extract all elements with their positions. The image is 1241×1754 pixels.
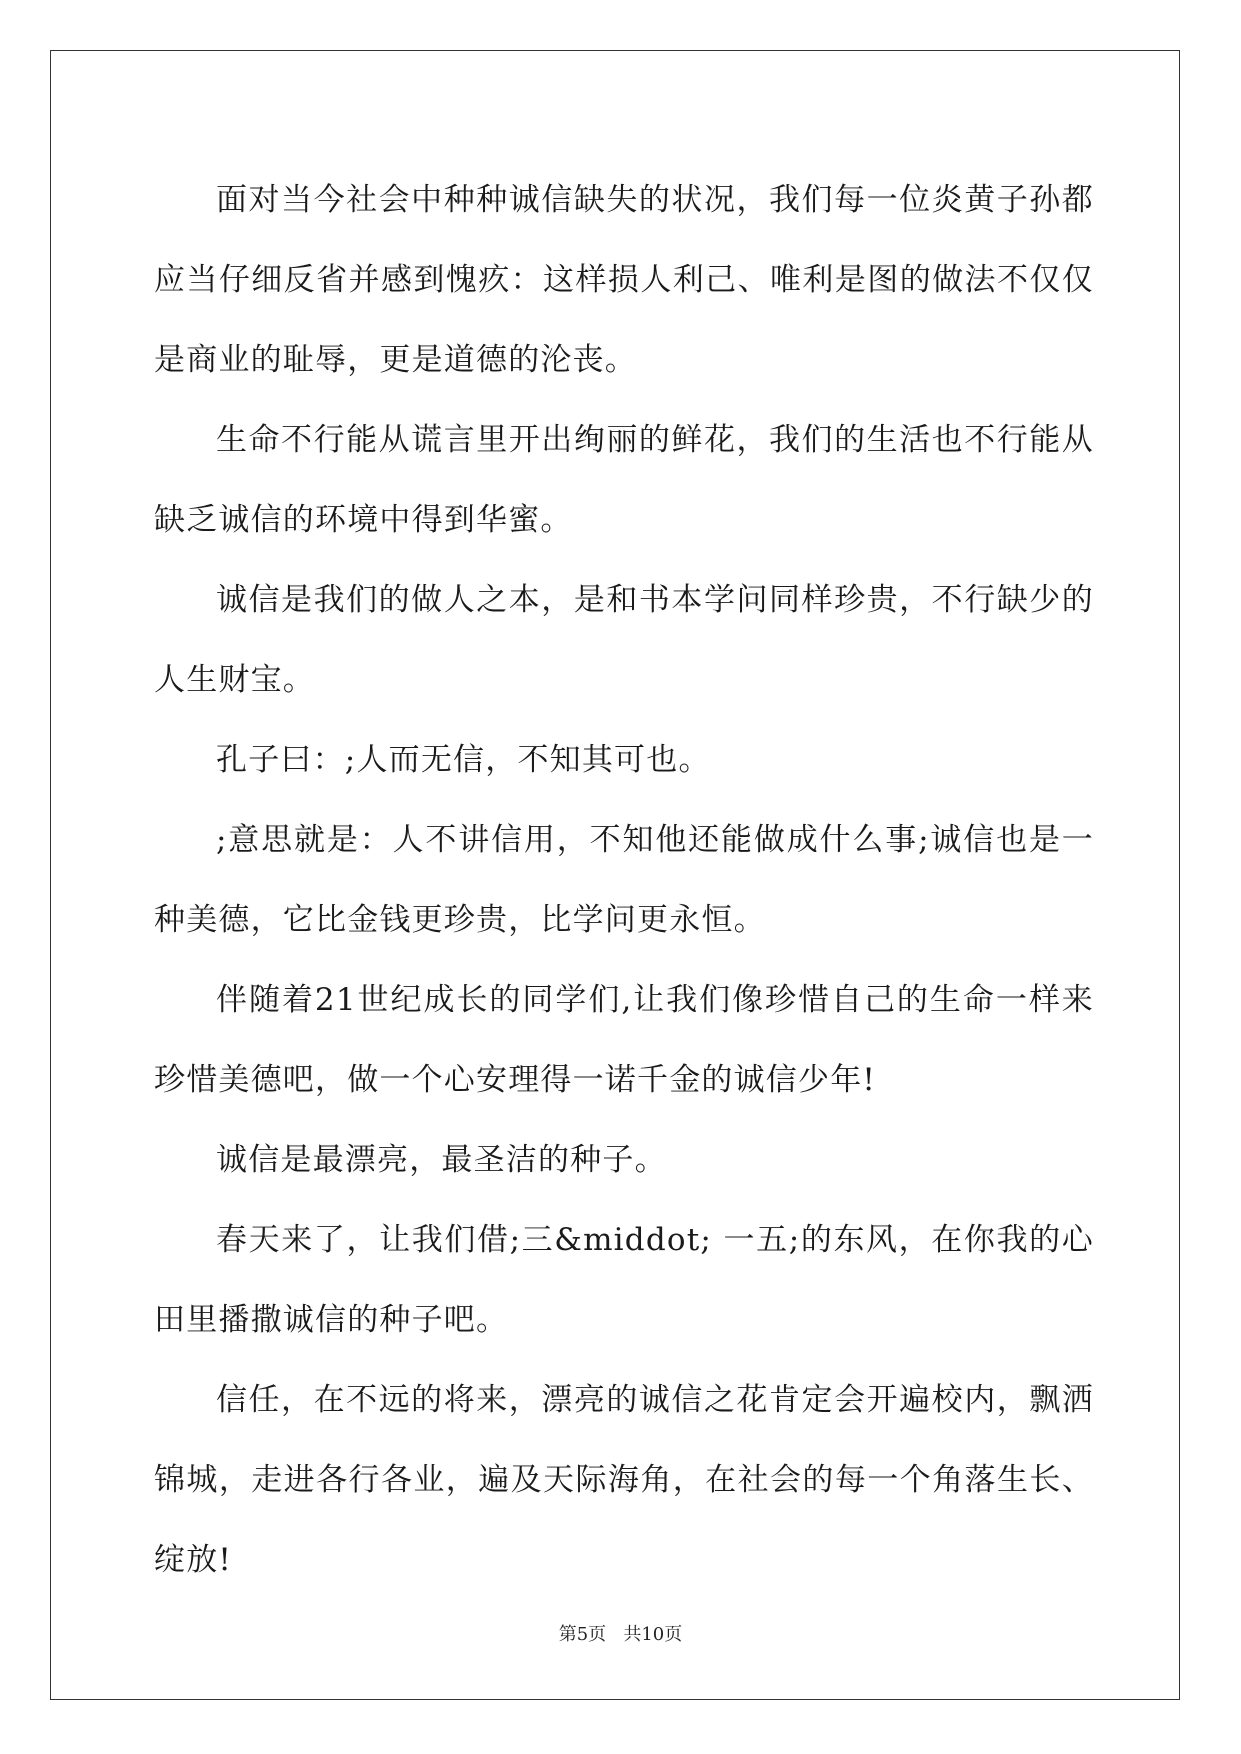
paragraph: 孔子曰：;人而无信，不知其可也。 bbox=[216, 742, 711, 778]
paragraph: 生命不行能从谎言里开出绚丽的鲜花，我们的生活也不行能从缺乏诚信的环境中得到华蜜。 bbox=[154, 422, 1094, 538]
document-body bbox=[154, 160, 1094, 1600]
page-number-footer: 第5页 共10页 bbox=[558, 1624, 683, 1645]
paragraph: 信任，在不远的将来，漂亮的诚信之花肯定会开遍校内，飘洒锦城，走进各行各业，遍及天际海角，在社会的每一个角落生长、绽放! bbox=[154, 1382, 1094, 1578]
paragraph: 诚信是最漂亮，最圣洁的种子。 bbox=[216, 1142, 667, 1178]
paragraph: ;意思就是：人不讲信用，不知他还能做成什么事;诚信也是一种美德，它比金钱更珍贵，比学问更永恒。 bbox=[154, 822, 1094, 938]
paragraph: 伴随着21世纪成长的同学们,让我们像珍惜自己的生命一样来珍惜美德吧，做一个心安理得一诺千金的诚信少年! bbox=[154, 982, 1094, 1098]
paragraph: 春天来了，让我们借;三&middot; 一五;的东风，在你我的心田里播撒诚信的种子吧。 bbox=[154, 1222, 1094, 1338]
paragraph: 面对当今社会中种种诚信缺失的状况，我们每一位炎黄子孙都应当仔细反省并感到愧疚：这样损人利己、唯利是图的做法不仅仅是商业的耻辱，更是道德的沦丧。 bbox=[154, 182, 1094, 378]
paragraph: 诚信是我们的做人之本，是和书本学问同样珍贵，不行缺少的人生财宝。 bbox=[154, 582, 1094, 698]
